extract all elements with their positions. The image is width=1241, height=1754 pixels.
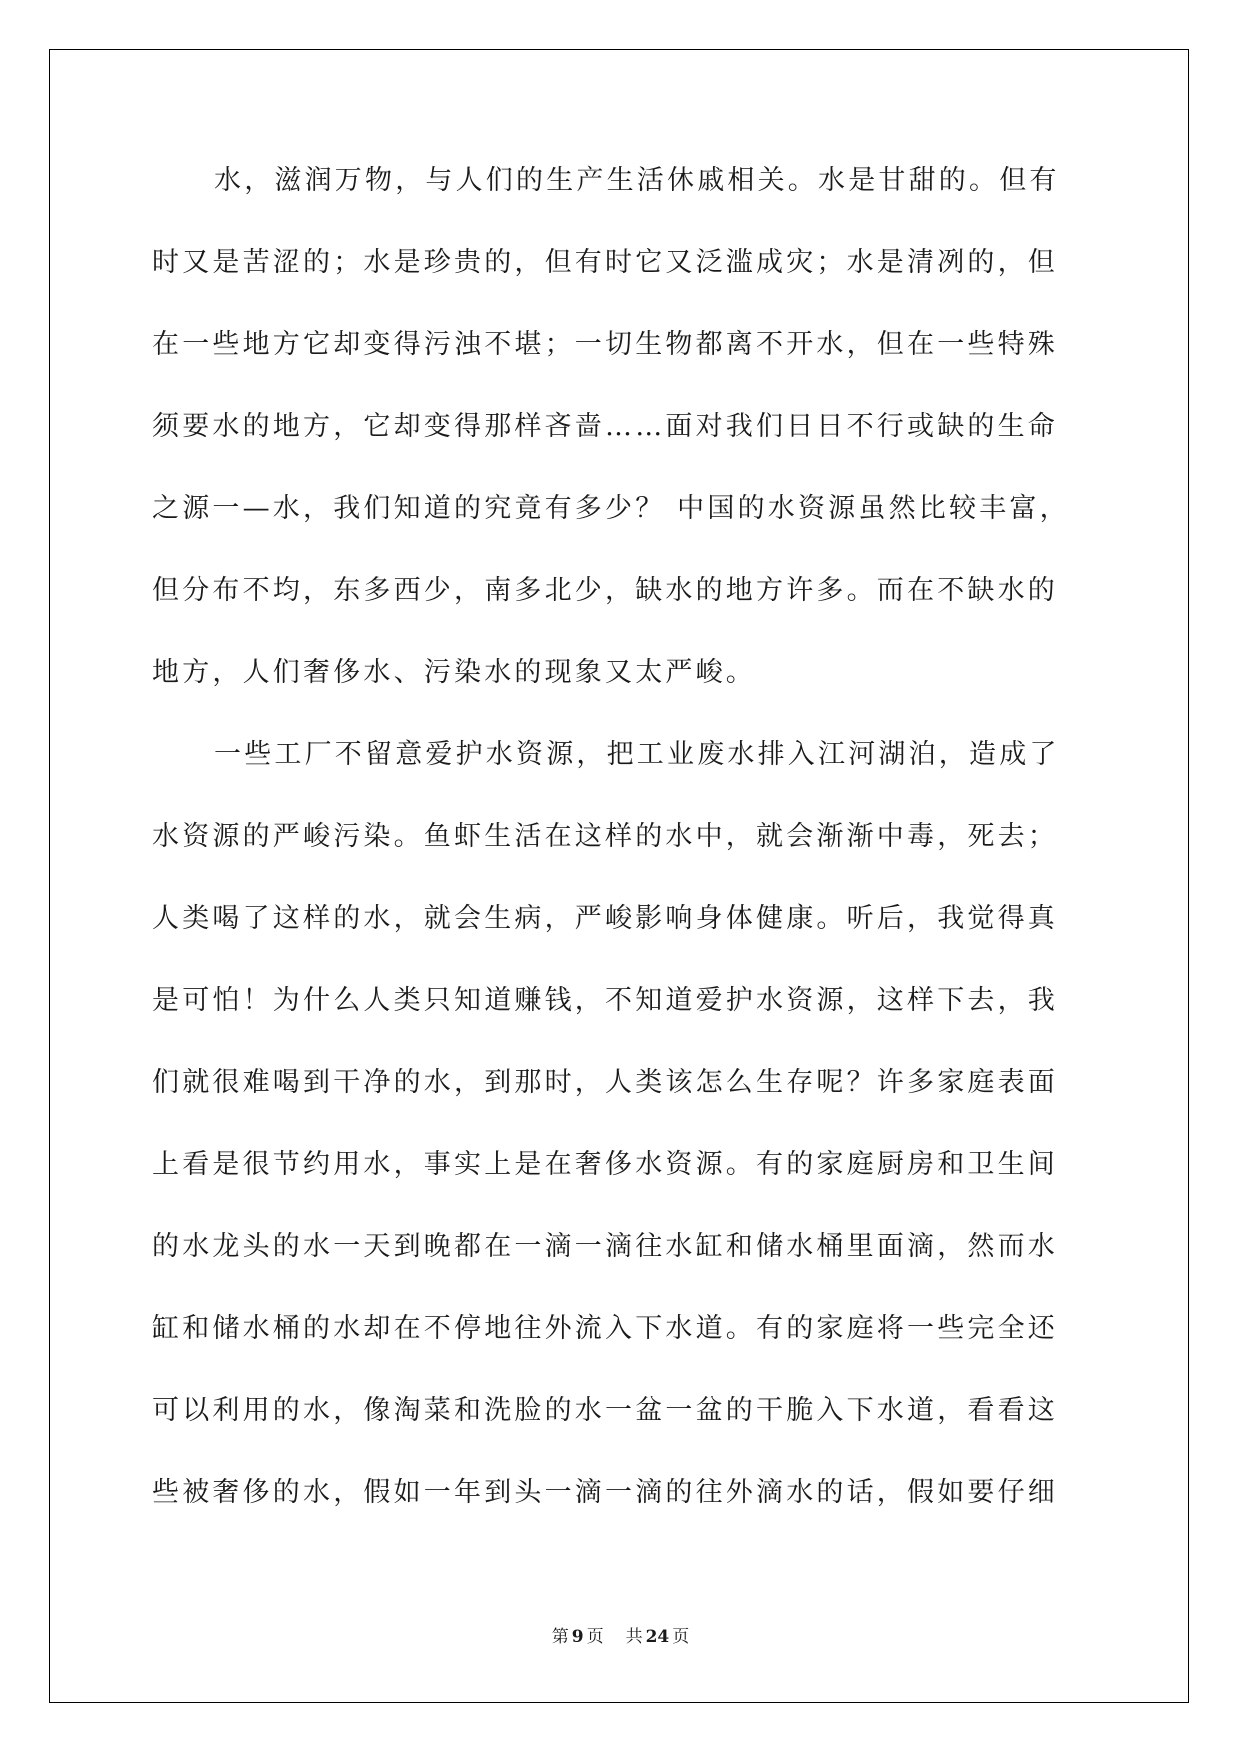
paragraph-2-line-7: 的水龙头的水一天到晚都在一滴一滴往水缸和储水桶里面滴，然而水 xyxy=(152,1231,1058,1262)
paragraph-1-line-2: 时又是苦涩的；水是珍贵的，但有时它又泛滥成灾；水是清冽的，但 xyxy=(152,247,1058,278)
paragraph-1-line-5: 之源一—水，我们知道的究竟有多少？ 中国的水资源虽然比较丰富， xyxy=(152,493,1070,524)
page-footer xyxy=(0,1622,1241,1647)
total-label-prefix: 共 xyxy=(625,1627,643,1647)
paragraph-1-line-7: 地方，人们奢侈水、污染水的现象又太严峻。 xyxy=(152,657,756,688)
paragraph-2-line-1: 一些工厂不留意爱护水资源，把工业废水排入江河湖泊，造成了 xyxy=(214,739,1060,770)
paragraph-2-line-5: 们就很难喝到干净的水，到那时，人类该怎么生存呢？许多家庭表面 xyxy=(152,1067,1058,1098)
page-label-suffix: 页 xyxy=(586,1627,604,1647)
paragraph-2-line-3: 人类喝了这样的水，就会生病，严峻影响身体健康。听后，我觉得真 xyxy=(152,903,1058,934)
document-body xyxy=(152,160,1112,1554)
paragraph-2-line-6: 上看是很节约用水，事实上是在奢侈水资源。有的家庭厨房和卫生间 xyxy=(152,1149,1058,1180)
paragraph-1-line-6: 但分布不均，东多西少，南多北少，缺水的地方许多。而在不缺水的 xyxy=(152,575,1058,606)
page-label-prefix: 第 xyxy=(551,1627,569,1647)
paragraph-2-line-8: 缸和储水桶的水却在不停地往外流入下水道。有的家庭将一些完全还 xyxy=(152,1313,1058,1344)
paragraph-2-line-9: 可以利用的水，像淘菜和洗脸的水一盆一盆的干脆入下水道，看看这 xyxy=(152,1395,1058,1426)
page-number: 9 xyxy=(571,1627,584,1647)
paragraph-2-line-2: 水资源的严峻污染。鱼虾生活在这样的水中，就会渐渐中毒，死去； xyxy=(152,821,1058,852)
paragraph-1-line-3: 在一些地方它却变得污浊不堪；一切生物都离不开水，但在一些特殊 xyxy=(152,329,1058,360)
paragraph-1-line-4: 须要水的地方，它却变得那样吝啬……面对我们日日不行或缺的生命 xyxy=(152,411,1058,442)
paragraph-1-line-1: 水，滋润万物，与人们的生产生活休戚相关。水是甘甜的。但有 xyxy=(214,165,1060,196)
paragraph-2-line-10: 些被奢侈的水，假如一年到头一滴一滴的往外滴水的话，假如要仔细 xyxy=(152,1477,1058,1508)
total-pages: 24 xyxy=(645,1627,670,1647)
paragraph-2-line-4: 是可怕！为什么人类只知道赚钱，不知道爱护水资源，这样下去，我 xyxy=(152,985,1058,1016)
total-label-suffix: 页 xyxy=(672,1627,690,1647)
